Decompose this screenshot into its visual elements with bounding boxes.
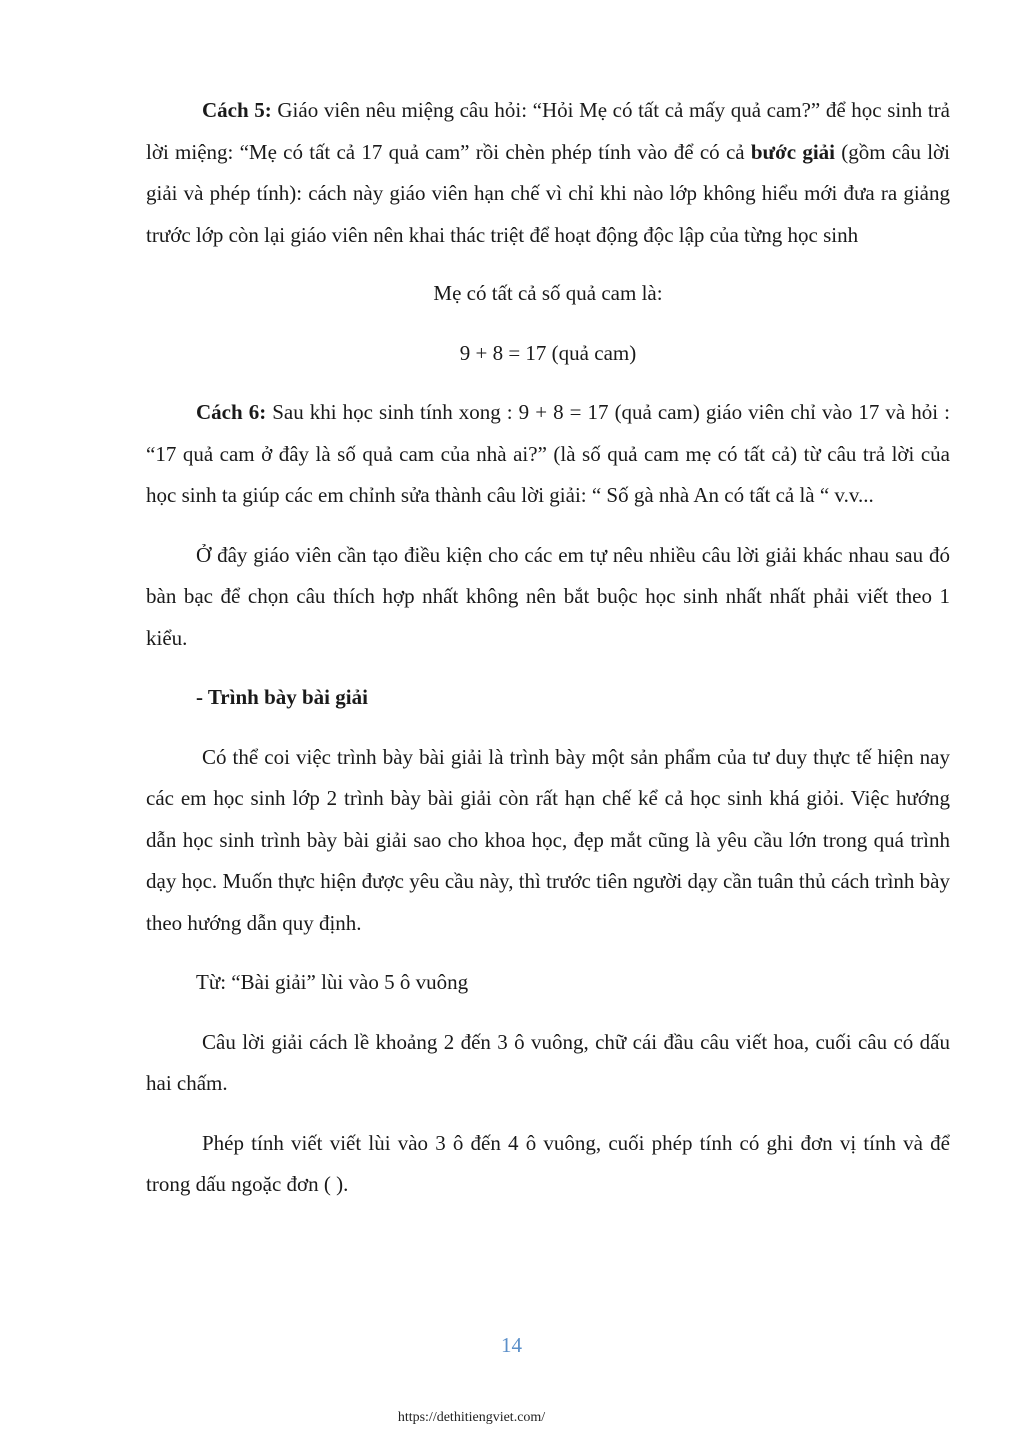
paragraph-cach-6 (146, 392, 950, 517)
example-sentence: Mẹ có tất cả số quả cam là: (433, 281, 663, 305)
footer-url[interactable]: https://dethitiengviet.com/ (397, 1410, 546, 1425)
paragraph-cach-5 (146, 90, 950, 256)
page-content (146, 90, 950, 1206)
paragraph-rule-2: Câu lời giải cách lề khoảng 2 đến 3 ô vuông, chữ cái đầu câu viết hoa, cuối câu có dấu hai chấm. (146, 1029, 950, 1095)
paragraph-rule-3: Phép tính viết viết lùi vào 3 ô đến 4 ô vuông, cuối phép tính có ghi đơn vị tính và để trong dấu ngoặc đơn ( ). (146, 1130, 950, 1196)
cach-5-text-part-1: Giáo viên nêu miệng câu hỏi: “Hỏi Mẹ có tất cả mấy quả cam?” để học sinh trả lời miệng: “Mẹ có tất cả 17 quả cam” rồi chèn phép tính vào để có cả (146, 98, 950, 164)
paragraph-presentation: Có thể coi việc trình bày bài giải là trình bày một sản phẩm của tư duy thực tế hiện nay các em học sinh lớp 2 trình bày bài giải còn rất hạn chế kể cả học sinh khá giỏi. Việc hướng dẫn học sinh trình bày bài giải sao cho khoa học, đẹp mắt cũng là yêu cầu lớn trong quá trình dạy học. Muốn thực hiện được yêu cầu này, thì trước tiên người dạy cần tuân thủ cách trình bày theo hướng dẫn quy định. (146, 744, 950, 935)
section-heading-text: - Trình bày bài giải (196, 685, 368, 709)
paragraph-rule-1: Từ: “Bài giải” lùi vào 5 ô vuông (196, 970, 469, 994)
cach-6-label: Cách 6: (196, 400, 267, 424)
cach-5-bold-phrase: bước giải (750, 139, 835, 164)
cach-5-label: Cách 5: (202, 98, 272, 122)
page-number: 14 (501, 1333, 522, 1357)
paragraph-note: Ở đây giáo viên cần tạo điều kiện cho các em tự nêu nhiều câu lời giải khác nhau sau đó bàn bạc để chọn câu thích hợp nhất không nên bắt buộc học sinh nhất nhất phải viết theo 1 kiểu. (146, 542, 950, 650)
example-calculation: 9 + 8 = 17 (quả cam) (459, 340, 637, 365)
section-heading (146, 677, 950, 719)
cach-5-text-part-2: (gồm câu lời giải và phép tính): cách này giáo viên hạn chế vì chỉ khi nào lớp không hiểu mới đưa ra giảng trước lớp còn lại giáo viên nên khai thác triệt để hoạt động độc lập của từng học sinh (146, 139, 950, 247)
cach-6-text: Sau khi học sinh tính xong : 9 + 8 = 17 (quả cam) giáo viên chỉ vào 17 và hỏi : “17 quả cam ở đây là số quả cam của nhà ai?” (là số quả cam mẹ có tất cả) từ câu trả lời của học sinh ta giúp các em chỉnh sửa thành câu lời giải: “ Số gà nhà An có tất cả là “ v.v... (146, 400, 950, 507)
